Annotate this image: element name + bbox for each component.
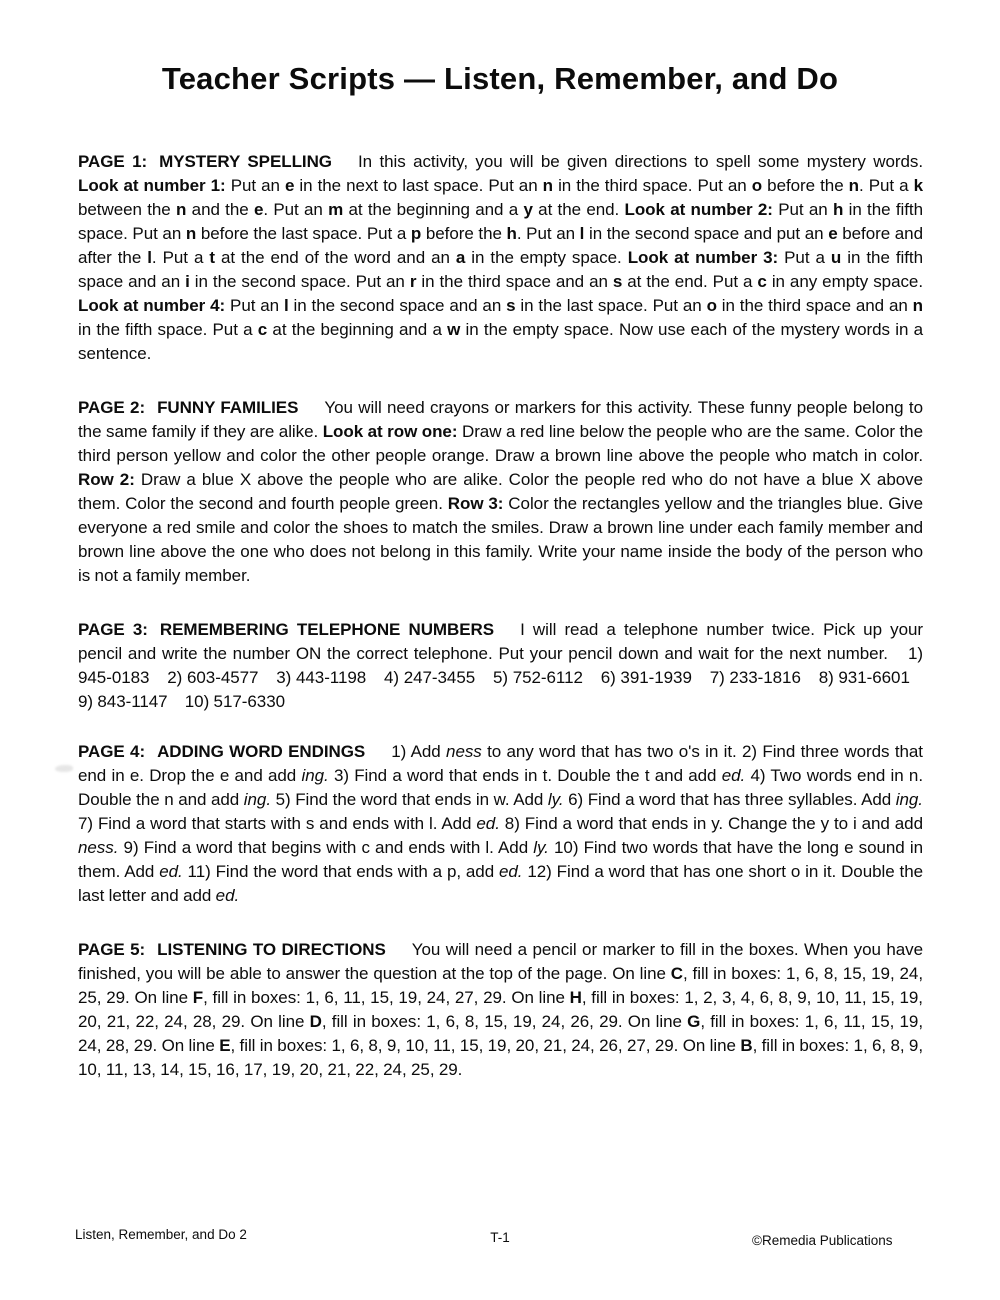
footer-copyright: ©Remedia Publications [752, 1233, 893, 1248]
paragraph-body: You will need crayons or markers for this activity. These funny people belong to the same family if they are alike. Look at row one: Draw a red line below the people who are the same. Color the third person yellow and color the other people orange. Draw a brown line above the people who match in color. Row 2: Draw a blue X above the people who are alike. Color the people red who do not have a blue X above them. Color the second and fourth people green. Row 3: Color the rectangles yellow and the triangles blue. Give everyone a red smile and color the shoes to match the smiles. Draw a brown line under each family member and brown line above the one who does not belong in this family. Write your name inside the body of the person who is not a family member. [78, 398, 923, 585]
footer-book-title: Listen, Remember, and Do 2 [75, 1227, 247, 1242]
paragraph-body: 1) Add ness to any word that has two o's in it. 2) Find three words that end in e. Drop the e and add ing. 3) Find a word that ends in t. Double the t and add ed. 4) Two words end in n. Double the n and add ing. 5) Find the word that ends in w. Add ly. 6) Find a word that has three syllables. Add ing. 7) Find a word that starts with s and ends with l. Add ed. 8) Find a word that ends in y. Change the y to i and add ness. 9) Find a word that begins with c and ends with l. Add ly. 10) Find two words that have the long e sound in them. Add ed. 11) Find the word that ends with a p, add ed. 12) Find a word that has one short o in it. Double the last letter and add ed. [78, 742, 923, 905]
paragraph-page-label: PAGE 2: [78, 398, 146, 417]
paragraph-page-label: PAGE 4: [78, 742, 146, 761]
paragraph-heading: FUNNY FAMILIES [157, 398, 299, 417]
paragraph-page-label: PAGE 5: [78, 940, 146, 959]
paragraph-page-label: PAGE 1: [78, 152, 148, 171]
script-paragraph-page3 [78, 618, 923, 714]
paragraph-heading: MYSTERY SPELLING [159, 152, 332, 171]
page-title: Teacher Scripts — Listen, Remember, and Do [161, 60, 839, 96]
paragraph-body: You will need a pencil or marker to fill in the boxes. When you have finished, you will be able to answer the question at the top of the page. On line C, fill in boxes: 1, 6, 8, 15, 19, 24, 25, 29. On line F, fill in boxes: 1, 6, 11, 15, 19, 24, 27, 29. On line H, fill in boxes: 1, 2, 3, 4, 6, 8, 9, 10, 11, 15, 19, 20, 21, 22, 24, 28, 29. On line D, fill in boxes: 1, 6, 8, 15, 19, 24, 26, 29. On line G, fill in boxes: 1, 6, 11, 15, 19, 24, 28, 29. On line E, fill in boxes: 1, 6, 8, 9, 10, 11, 15, 19, 20, 21, 24, 26, 27, 29. On line B, fill in boxes: 1, 6, 8, 9, 10, 11, 13, 14, 15, 16, 17, 19, 20, 21, 22, 24, 25, 29. [78, 940, 923, 1079]
script-paragraphs [78, 150, 923, 1112]
paragraph-heading: ADDING WORD ENDINGS [157, 742, 366, 761]
paragraph-body: I will read a telephone number twice. Pick up your pencil and write the number ON the correct telephone. Put your pencil down and wait for the next number. 1) 945-0183 2) 603-4577 3) 443-1198 4) 247-3455 5) 752-6112 6) 391-1939 7) 233-1816 8) 931-6601 9) 843-1147 10) 517-6330 [78, 620, 924, 711]
script-paragraph-page5 [78, 938, 923, 1082]
script-paragraph-page2 [78, 396, 923, 588]
script-paragraph-page1 [78, 150, 923, 366]
footer-page-number: T-1 [490, 1230, 510, 1245]
script-paragraph-page4 [78, 740, 923, 908]
scan-smudge [55, 765, 73, 772]
paragraph-page-label: PAGE 3: [78, 620, 148, 639]
paragraph-body: In this activity, you will be given directions to spell some mystery words. Look at number 1: Put an e in the next to last space. Put an n in the third space. Put an o before the n. Put a k between the n and the e. Put an m at the beginning and a y at the end. Look at number 2: Put an h in the fifth space. Put an n before the last space. Put a p before the h. Put an l in the second space and put an e before and after the l. Put a t at the end of the word and an a in the empty space. Look at number 3: Put a u in the fifth space and an i in the second space. Put an r in the third space and an s at the end. Put a c in any empty space. Look at number 4: Put an l in the second space and an s in the last space. Put an o in the third space and an n in the fifth space. Put a c at the beginning and a w in the empty space. Now use each of the mystery words in a sentence. [78, 152, 924, 363]
paragraph-heading: REMEMBERING TELEPHONE NUMBERS [159, 620, 495, 639]
paragraph-heading: LISTENING TO DIRECTIONS [157, 940, 386, 959]
